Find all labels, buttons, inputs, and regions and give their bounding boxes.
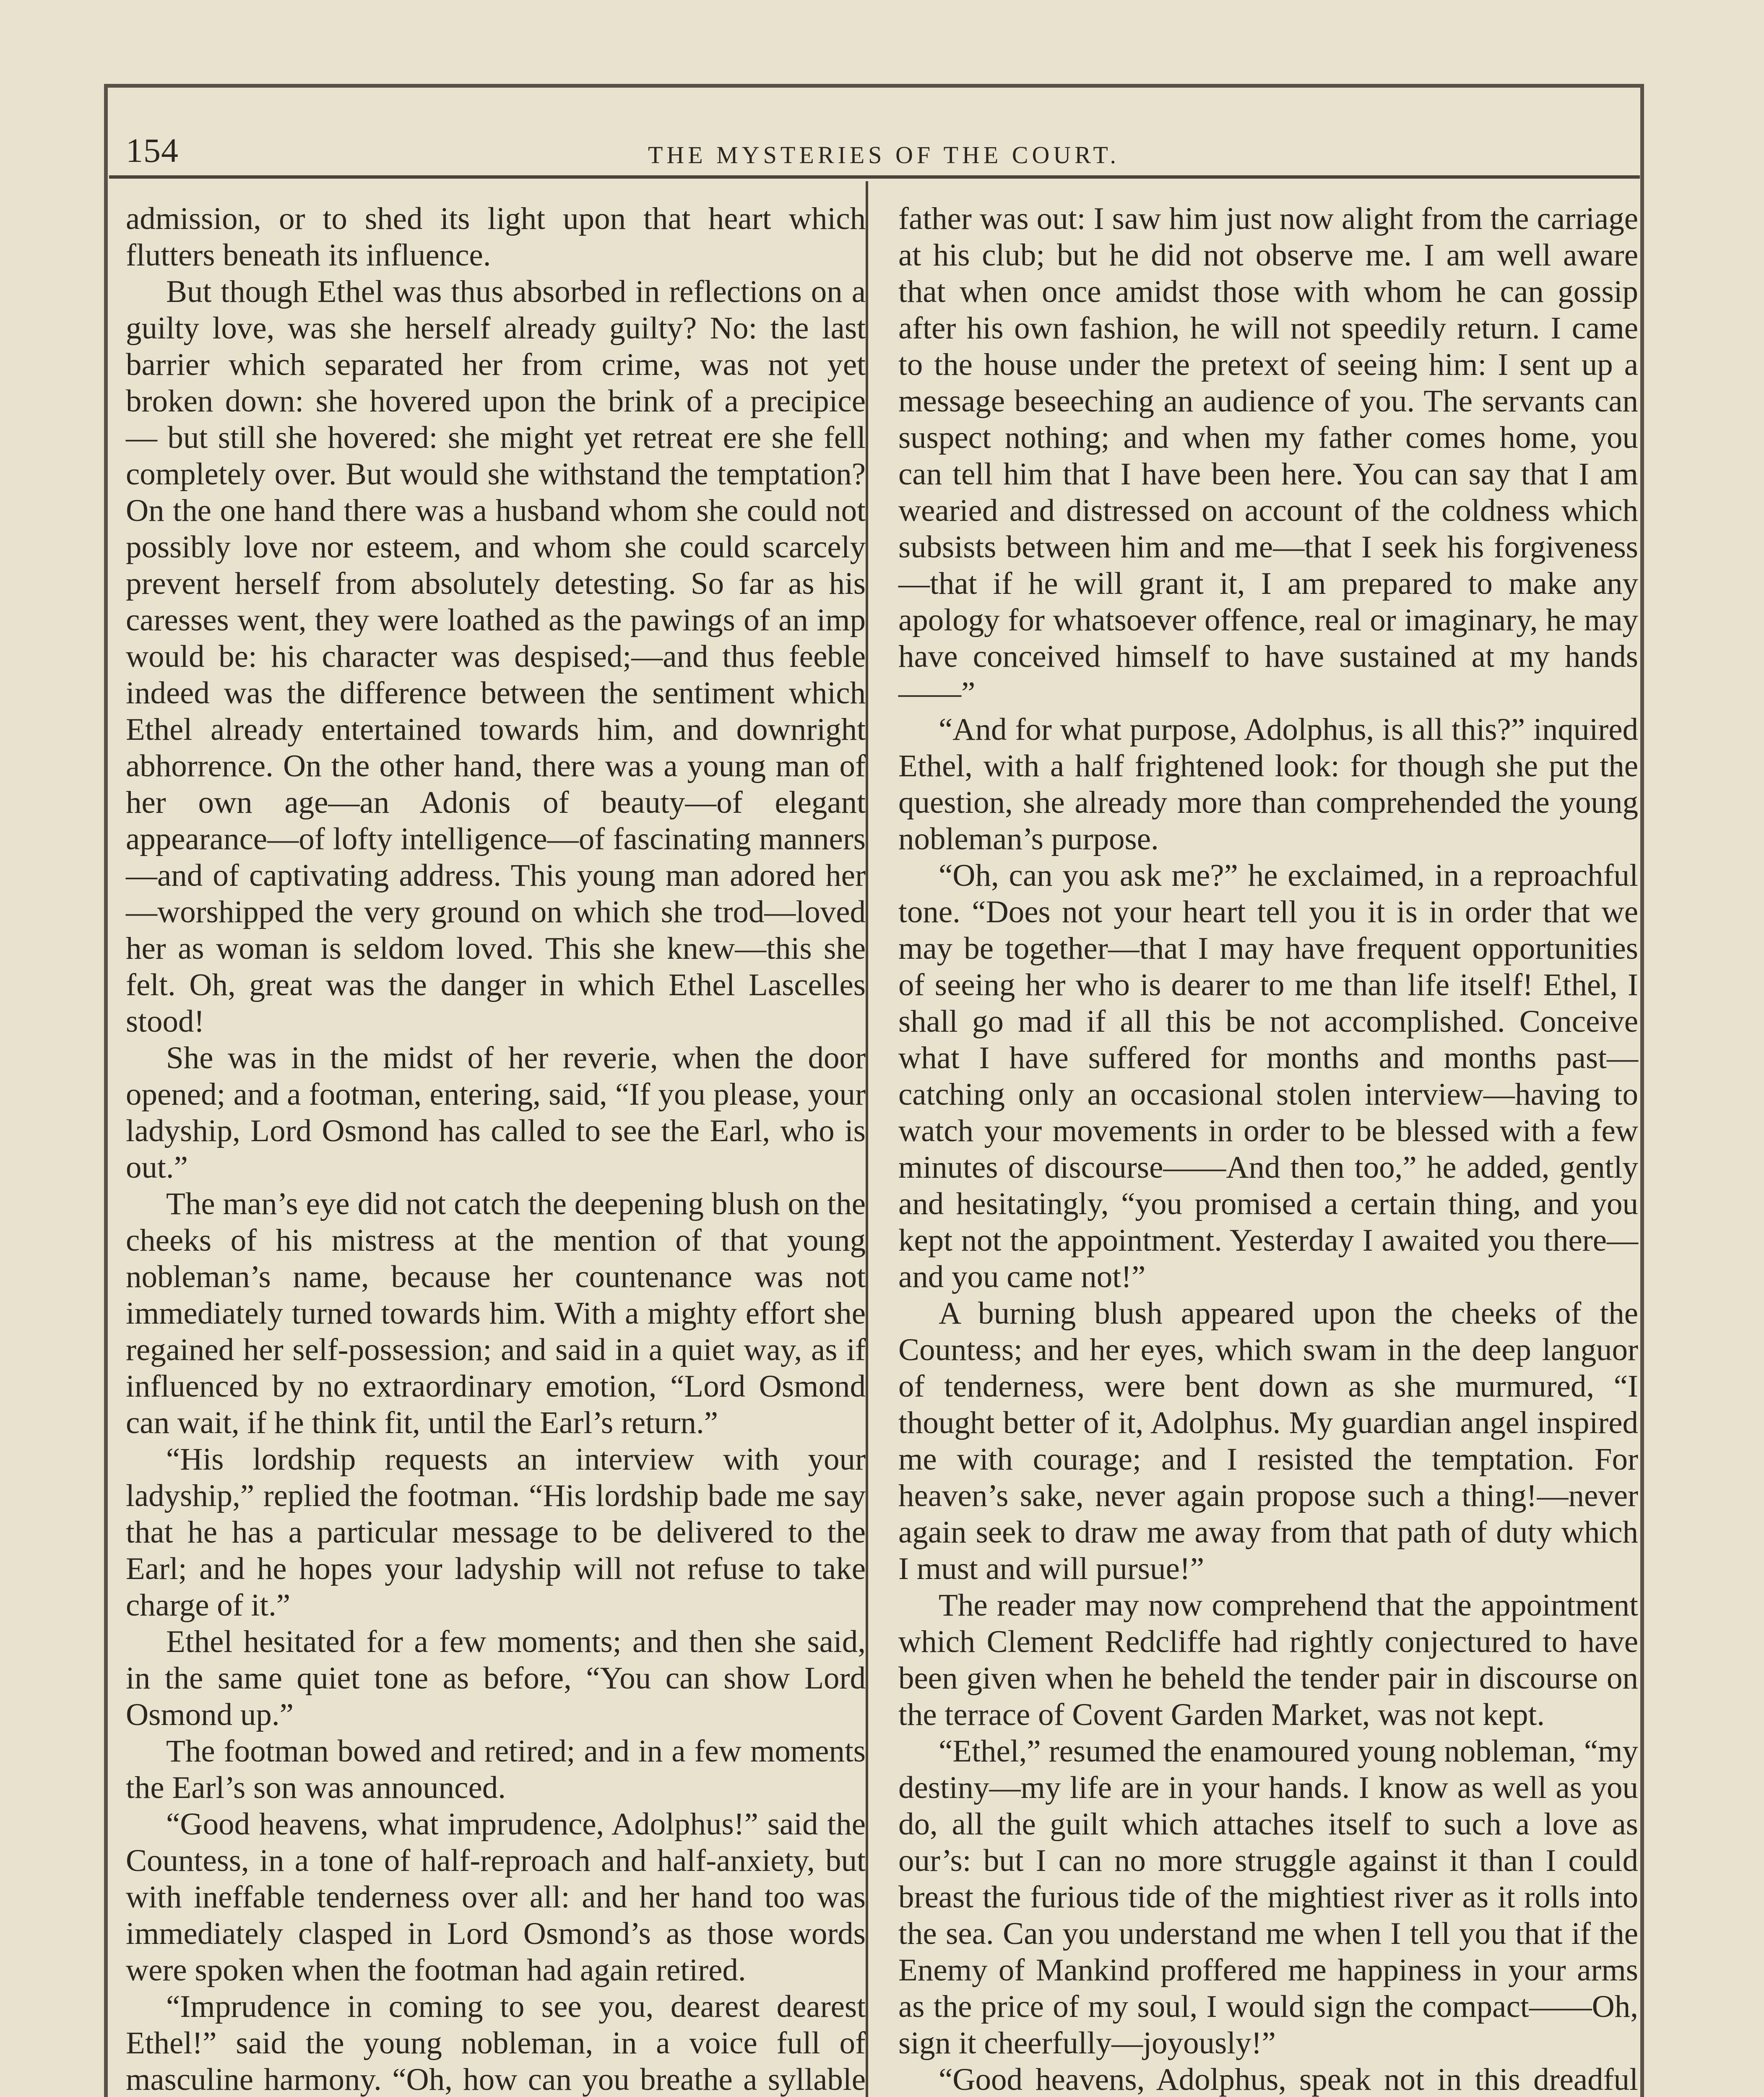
paragraph: The man’s eye did not catch the deepening blush on the cheeks of his mistress at the mention of that young nobleman’s name, because her countenance was not immediately turned towards him. With a mighty effort she regained her self-possession; and said in a quiet way, as if influenced by no extraordinary emotion, “Lord Osmond can wait, if he think fit, until the Earl’s return.”	[126, 1186, 866, 1440]
page-header	[126, 131, 1642, 177]
running-head: THE MYSTERIES OF THE COURT.	[648, 141, 1120, 169]
column-divider	[866, 181, 868, 2097]
paragraph: “Ethel,” resumed the enamoured young nobleman, “my destiny—my life are in your hands. I know as well as you do, all the guilt which attaches itself to such a love as our’s: but I can no more struggle against it than I could breast the furious tide of the mightiest river as it rolls into the sea. Can you understand me when I tell you that if the Enemy of Mankind proffered me happiness in your arms as the price of my soul, I would sign the compact——Oh, sign it cheerfully—joyously!”	[898, 1734, 1638, 2061]
page-number: 154	[126, 131, 179, 169]
paragraph: A burning blush appeared upon the cheeks of the Countess; and her eyes, which swam in the deep languor of tenderness, were bent down as she murmured, “I thought better of it, Adolphus. My guardian angel inspired me with courage; and I resisted the temptation. For heaven’s sake, never again propose such a thing!—never again seek to draw me away from that path of duty which I must and will pursue!”	[898, 1296, 1638, 1586]
paragraph: “Imprudence in coming to see you, dearest dearest Ethel!” said the young nobleman, in a voice full of masculine harmony. “Oh, how can you breathe a syllable	[126, 1989, 866, 2097]
right-column	[898, 200, 1638, 2097]
left-column	[126, 200, 866, 2097]
paragraph: “And for what purpose, Adolphus, is all this?” inquired Ethel, with a half frightened look: for though she put the question, she already more than comprehended the young nobleman’s purpose.	[898, 712, 1638, 856]
paragraph: “Good heavens, Adolphus, speak not in this dreadful	[939, 2062, 1638, 2097]
paragraph: She was in the midst of her reverie, when the door opened; and a footman, entering, said, “If you please, your ladyship, Lord Osmond has called to see the Earl, who is out.”	[126, 1041, 866, 1185]
paragraph: “Oh, can you ask me?” he exclaimed, in a reproachful tone. “Does not your heart tell you it is in order that we may be together—that I may have frequent opportunities of seeing her who is dearer to me than life itself! Ethel, I shall go mad if all this be not accomplished. Conceive what I have suffered for months and months past—catching only an occasional stolen interview—having to watch your movements in order to be blessed with a few minutes of discourse——And then too,” he added, gently and hesitatingly, “you promised a certain thing, and you kept not the appointment. Yesterday I awaited you there—and you came not!”	[898, 858, 1638, 1294]
paragraph: “Good heavens, what imprudence, Adolphus!” said the Countess, in a tone of half-reproach and half-anxiety, but with ineffable tenderness over all: and her hand too was immediately clasped in Lord Osmond’s as those words were spoken when the footman had again retired.	[126, 1807, 866, 1988]
paragraph: The reader may now comprehend that the appointment which Clement Redcliffe had rightly conjectured to have been given when he beheld the tender pair in discourse on the terrace of Covent Garden Market, was not kept.	[898, 1588, 1638, 1732]
paragraph: “His lordship requests an interview with your ladyship,” replied the footman. “His lordship bade me say that he has a particular message to be delivered to the Earl; and he hopes your ladyship will not refuse to take charge of it.”	[126, 1442, 866, 1623]
paragraph: father was out: I saw him just now alight from the carriage at his club; but he did not observe me. I am well aware that when once amidst those with whom he can gossip after his own fashion, he will not speedily return. I came to the house under the pretext of seeing him: I sent up a message beseeching an audience of you. The servants can suspect nothing; and when my father comes home, you can tell him that I have been here. You can say that I am wearied and distressed on account of the coldness which subsists between him and me—that I seek his forgiveness—that if he will grant it, I am prepared to make any apology for whatsoever offence, real or imaginary, he may have conceived himself to have sustained at my hands——”	[898, 201, 1638, 710]
paragraph: admission, or to shed its light upon that heart which flutters beneath its influence.	[126, 201, 866, 273]
paragraph: But though Ethel was thus absorbed in reflections on a guilty love, was she herself already guilty? No: the last barrier which separated her from crime, was not yet broken down: she hovered upon the brink of a precipice — but still she hovered: she might yet retreat ere she fell completely over. But would she withstand the temptation? On the one hand there was a husband whom she could not possibly love nor esteem, and whom she could scarcely prevent herself from absolutely detesting. So far as his caresses went, they were loathed as the pawings of an imp would be: his character was despised;—and thus feeble indeed was the difference between the sentiment which Ethel already entertained towards him, and downright abhorrence. On the other hand, there was a young man of her own age—an Adonis of beauty—of elegant appearance—of lofty intelligence—of fascinating manners—and of captivating address. This young man adored her—worshipped the very ground on which she trod—loved her as woman is seldom loved. This she knew—this she felt. Oh, great was the danger in which Ethel Lascelles stood!	[126, 274, 866, 1039]
paragraph: Ethel hesitated for a few moments; and then she said, in the same quiet tone as before, “You can show Lord Osmond up.”	[126, 1624, 866, 1732]
header-rule	[109, 175, 1640, 179]
paragraph: The footman bowed and retired; and in a few moments the Earl’s son was announced.	[126, 1734, 866, 1805]
